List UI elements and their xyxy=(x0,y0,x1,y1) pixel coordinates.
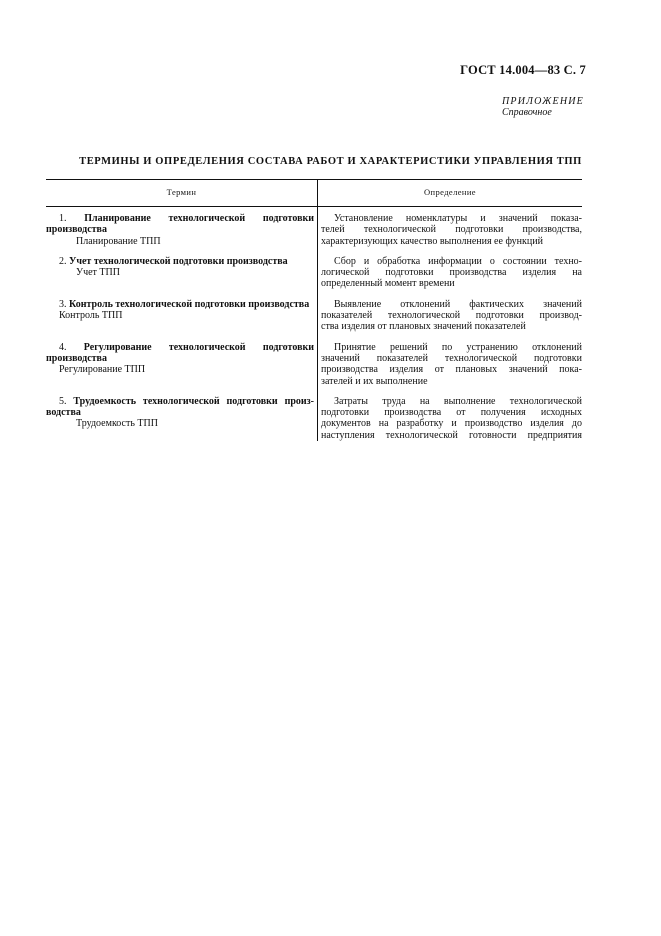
term-name: Контроль технологической подготовки производства xyxy=(69,298,310,310)
term-number: 1. xyxy=(59,213,67,224)
term-number: 3. xyxy=(59,298,67,310)
term-name-continued: водства xyxy=(46,407,81,419)
table-row xyxy=(46,396,582,441)
definition-line: Выявление отклонений фактических значений xyxy=(334,298,582,310)
term-cell xyxy=(46,256,318,299)
definition-line: телей технологической подготовки производства, xyxy=(321,224,582,236)
definition-line: производства изделия от плановых значений пока- xyxy=(321,364,582,376)
term-cell xyxy=(46,207,318,256)
table-row xyxy=(46,256,582,299)
definition-line: характеризующих качество выполнения ее функций xyxy=(321,235,543,247)
column-header-definition: Определение xyxy=(318,180,583,207)
term-name: Планирование технологической подготовки xyxy=(84,213,314,224)
terms-table xyxy=(46,179,582,441)
definition-line: Принятие решений по устранению отклонений xyxy=(334,341,582,353)
term-abbreviation: Учет ТПП xyxy=(76,267,120,279)
table-header-row xyxy=(46,180,582,207)
appendix-type: Справочное xyxy=(502,107,552,118)
definition-cell xyxy=(318,342,583,396)
term-abbreviation: Контроль ТПП xyxy=(59,310,123,322)
definition-line: ства изделия от плановых значений показателей xyxy=(321,321,526,333)
term-number: 2. xyxy=(59,255,67,267)
definition-line: документов на разработку и производство изделия до xyxy=(321,418,582,430)
definition-line: определенный момент времени xyxy=(321,278,455,290)
term-name: Учет технологической подготовки производства xyxy=(69,255,288,267)
page-title: ТЕРМИНЫ И ОПРЕДЕЛЕНИЯ СОСТАВА РАБОТ И ХАРАКТЕРИСТИКИ УПРАВЛЕНИЯ ТПП xyxy=(79,156,582,167)
table-row xyxy=(46,342,582,396)
term-name-continued: производства xyxy=(46,352,107,364)
term-abbreviation: Планирование ТПП xyxy=(76,235,161,247)
definition-cell xyxy=(318,256,583,299)
definition-cell xyxy=(318,299,583,342)
definition-line: показателей технологической подготовки производ- xyxy=(321,310,582,322)
definition-line: подготовки производства от получения исходных xyxy=(321,407,582,419)
table-row xyxy=(46,299,582,342)
definition-line: Затраты труда на выполнение технологической xyxy=(334,395,582,407)
term-name: Регулирование технологической подготовки xyxy=(83,341,315,353)
appendix-label xyxy=(502,96,584,118)
term-cell xyxy=(46,396,318,441)
definition-cell xyxy=(318,207,583,256)
definition-line: Сбор и обработка информации о состоянии техно- xyxy=(334,255,582,267)
document-reference: ГОСТ 14.004—83 С. 7 xyxy=(460,63,586,77)
term-number: 4. xyxy=(59,341,67,353)
definition-line: логической подготовки производства изделия на xyxy=(321,267,582,279)
term-abbreviation: Трудоемкость ТПП xyxy=(76,418,158,430)
definition-line: наступления технологической готовности предприятия xyxy=(321,429,582,441)
term-cell xyxy=(46,342,318,396)
term-cell xyxy=(46,299,318,342)
term-name: Трудоемкость технологической подготовки произ- xyxy=(73,395,314,407)
definition-line: зателей и их выполнение xyxy=(321,375,428,387)
definition-line: Установление номенклатуры и значений показа- xyxy=(334,213,582,224)
table-row xyxy=(46,207,582,256)
term-abbreviation: Регулирование ТПП xyxy=(59,364,146,376)
column-header-term: Термин xyxy=(46,180,318,207)
appendix-title: ПРИЛОЖЕНИЕ xyxy=(502,96,584,107)
definition-line: значений показателей технологической подготовки xyxy=(321,352,582,364)
term-name-continued: производства xyxy=(46,224,107,236)
definition-cell xyxy=(318,396,583,441)
term-number: 5. xyxy=(59,395,67,407)
